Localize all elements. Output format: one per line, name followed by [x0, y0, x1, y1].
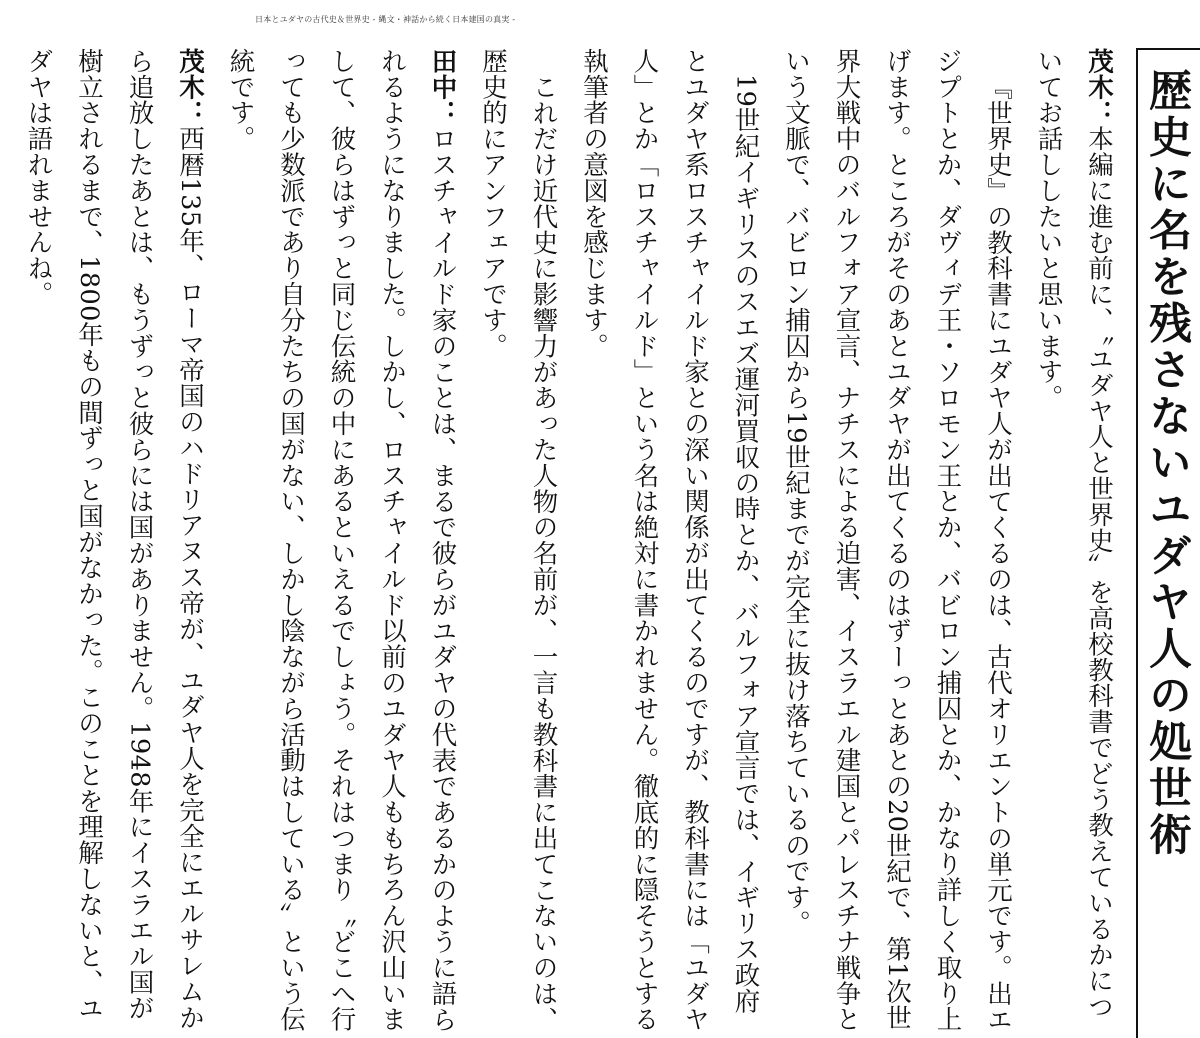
paragraph-text: これだけ近代史に影響力があった人物の名前が、一言も教科書に出てこないのは、歴史的にアンフェアです。: [478, 48, 559, 1032]
paragraph-text: 『世界史』の教科書にユダヤ人が出てくるのは、古代オリエントの単元です。出エジプトとか、ダヴィデ王・ソロモン王とか、バビロン捕囚とか、かなり詳しく取り上げます。ところがそのあとユダヤが出てくるのはずーっとあとの20世紀で、第1次世界大戦中のバルフォア宣言、ナチスによる迫害、イスラエル建国とパレスチナ戦争という文脈で、バビロン捕囚から19世紀までが完全に抜け落ちているのです。: [781, 48, 1013, 1033]
paragraph-2: [771, 48, 1024, 1033]
body-text: [0, 48, 1124, 1033]
speaker-colon: ：: [1084, 99, 1114, 126]
speaker-name: 茂木: [175, 48, 205, 100]
speaker-colon: ：: [427, 99, 458, 126]
running-header: 日本とユダヤの古代史＆世界史 - 縄文・神話から続く日本建国の真実 -: [255, 15, 516, 24]
paragraph-3: [569, 48, 771, 1033]
paragraph-text: 西暦135年、ローマ帝国のハドリアヌス帝が、ユダヤ人を完全にエルサレムから追放したあとは、もうずっと彼らには国がありません。1948年にイスラエル国が樹立されるまで、1800年もの間ずっと国がなかった。このことを理解しないと、ユダヤは語れませんね。: [23, 48, 205, 1031]
speaker-name: 田中: [427, 48, 458, 100]
paragraph-text: 本編に進む前に、〝ユダヤ人と世界史〟を高校教科書でどう教えているかについてお話ししたいと思います。: [1033, 48, 1114, 1020]
paragraph-5: [215, 48, 468, 1033]
section-title: 歴史に名を残さないユダヤ人の処世術: [1142, 68, 1192, 859]
speaker-name: 茂木: [1084, 48, 1114, 100]
speaker-colon: ：: [175, 99, 205, 126]
paragraph-6: [13, 48, 215, 1033]
paragraph-text: 19世紀イギリスのスエズ運河買収の時とか、バルフォア宣言では、イギリス政府とユダヤ系ロスチャイルド家との深い関係が出てくるのですが、教科書には「ユダヤ人」とか「ロスチャイルド」という名は絶対に書かれません。徹底的に隠そうとする執筆者の意図を感じます。: [579, 48, 761, 1033]
paragraph-4: [468, 48, 569, 1033]
paragraph-text: ロスチャイルド家のことは、まるで彼らがユダヤの代表であるかのように語られるようになりました。しかし、ロスチャイルド以前のユダヤ人ももちろん沢山いまして、彼らはずっと同じ伝統の中にあるといえるでしょう。それはつまり〝どこへ行っても少数派であり自分たちの国がない、しかし陰ながら活動はしている〟という伝統です。: [225, 48, 458, 1033]
paragraph-1: [1023, 48, 1124, 1033]
